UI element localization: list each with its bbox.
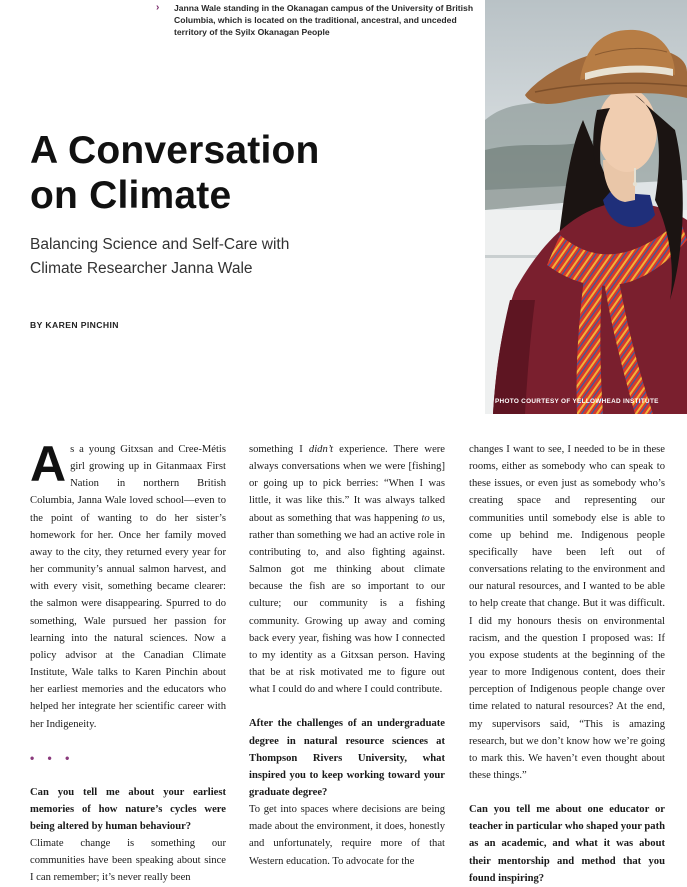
article-title: [30, 128, 450, 218]
photo-caption: [156, 2, 474, 38]
caption-text: Janna Wale standing in the Okanagan campus of the University of British Columbia, which is located on the traditional, ancestral, and unceded territory of the Syilx Okanagan People: [174, 3, 474, 37]
section-divider: • • •: [30, 750, 75, 765]
answer-1-continued: something I didn’t experience. There were always conversations when we were [fishing] or going up to pick berries: “When I was little, it was like this.” It was always talked about as something that was happening to us, rather than something we had an active role in contributing to, and also fighting against. Salmon got me thinking about climate because the fish are so important to our culture; our community is a fishing community. Growing up away and coming back every year, fishing was how I connected to my identity as a Gitxsan person. Having that be at risk motivated me to figure out what I could do and where I could contribute.: [249, 444, 445, 696]
intro-text: s a young Gitxsan and Cree-Métis girl growing up in Gitanmaax First Nation in northern British Columbia, Janna Wale loved school—even to the point of wanting to do her sister’s homework for her. Once her family moved away to the city, they returned every year for her community’s annual salmon harvest, and with every visit, something became clearer: the salmon were disappearing. Spurred to do something, Wale pursued her passion for learning into the natural sciences. Now a policy advisor at the Canadian Climate Institute, Wale talks to Karen Pinchin about her earliest memories and the educators who helped her integrate her scientific career with her Indigeneity.: [30, 444, 226, 730]
article-column-3: [469, 441, 666, 884]
article-column-1: [30, 436, 226, 884]
answer-1-start: Climate change is something our communities have been speaking about since I can remember; it’s never really been: [30, 838, 226, 884]
title-line-2: on Climate: [30, 174, 232, 217]
title-line-1: A Conversation: [30, 129, 320, 172]
article-column-2: [249, 441, 445, 867]
article-subtitle: [30, 233, 430, 281]
question-3: Can you tell me about one educator or teacher in particular who shaped your path as an academic, and what it was about their mentorship and method that you found inspiring?: [469, 804, 666, 884]
intro-paragraph: [30, 436, 226, 733]
chevron-right-icon: ›: [156, 2, 160, 13]
answer-2-start: To get into spaces where decisions are being made about the environment, it does, honestly and unfortunately, require more of that Western education. To advocate for the: [249, 804, 445, 867]
portrait-photo: [485, 0, 687, 414]
byline: BY KAREN PINCHIN: [30, 320, 119, 330]
portrait-illustration: [485, 0, 687, 414]
photo-credit: PHOTO COURTESY OF YELLOWHEAD INSTITUTE: [495, 398, 659, 405]
subtitle-line-1: Balancing Science and Self-Care with: [30, 236, 290, 253]
question-1: Can you tell me about your earliest memories of how nature’s cycles were being altered by human behaviour?: [30, 786, 226, 832]
drop-cap: A: [30, 436, 67, 492]
answer-2-continued: changes I want to see, I needed to be in these rooms, either as somebody who can speak to these issues, or even just as somebody who’s creating space and representing our communities until somebody else is able to come up behind me. Indigenous people specifically have been left out of conversations relating to the environment and our natural resources, and I wanted to be able to help create that change. But it was difficult. I did my honours thesis on environmental racism, and the question I proposed was: If you expose students at the beginning of the year to more Indigenous content, does their perception of Indigenous people change over time related to natural resources? At the end, my supervisors said, “This is amazing research, but we don’t know how we’re going to mark this. We haven’t even thought about these things.”: [469, 444, 665, 781]
subtitle-line-2: Climate Researcher Janna Wale: [30, 260, 253, 277]
question-2: After the challenges of an undergraduate degree in natural resource sciences at Thompson Rivers University, what inspired you to keep working toward your graduate degree?: [249, 718, 445, 798]
